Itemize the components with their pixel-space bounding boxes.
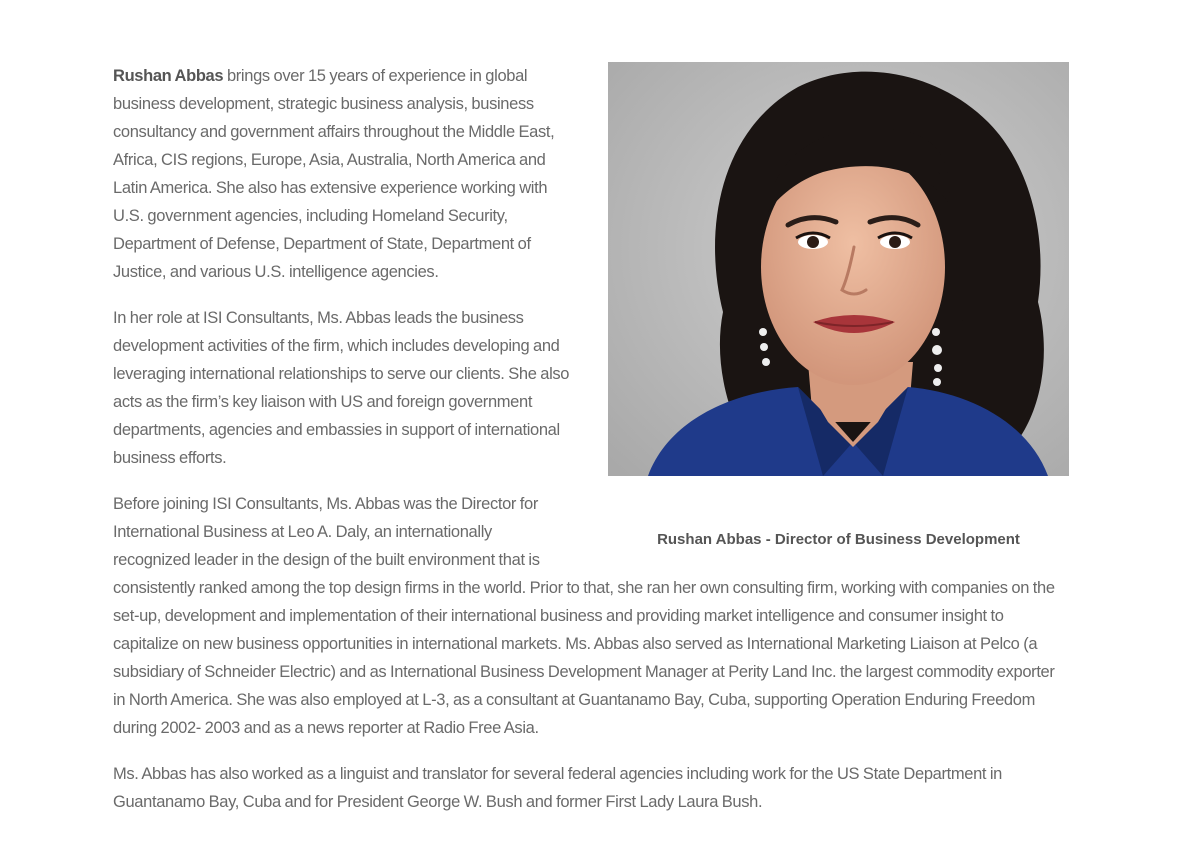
bio-paragraph-3: Before joining ISI Consultants, Ms. Abbas was the Director for International Business at Leo A. Daly, an internationally recognized leader in the design of the built environment that is consistently ranked among the top design firms in the world. Prior to that, she ran her own consulting firm, working with companies on the set-up, development and implementation of their international business and providing market intelligence and consumer insight to capitalize on new business opportunities in international markets. Ms. Abbas also served as International Marketing Liaison at Pelco (a subsidiary of Schneider Electric) and as International Business Development Manager at Perity Land Inc. the largest commodity exporter in North America. She was also employed at L-3, as a consultant at Guantanamo Bay, Cuba, supporting Operation Enduring Freedom during 2002- 2003 and as a news reporter at Radio Free Asia. bbox=[113, 495, 1055, 737]
portrait-caption: Rushan Abbas - Director of Business Development bbox=[657, 531, 1020, 548]
portrait-figure bbox=[608, 62, 1069, 548]
bio-paragraph-4: Ms. Abbas has also worked as a linguist and translator for several federal agencies including work for the US State Department in Guantanamo Bay, Cuba and for President George W. Bush and former First Lady Laura Bush. bbox=[113, 765, 1003, 811]
person-name: Rushan Abbas bbox=[113, 67, 224, 85]
portrait-photo bbox=[608, 62, 1069, 476]
bio-section bbox=[113, 62, 1069, 834]
bio-paragraph-1-text: brings over 15 years of experience in global business development, strategic business analysis, business consultancy and government affairs throughout the Middle East, Africa, CIS regions, Europe, Asia, Australia, North America and Latin America. She also has extensive experience working with U.S. government agencies, including Homeland Security, Department of Defense, Department of State, Department of Justice, and various U.S. intelligence agencies. bbox=[113, 67, 555, 281]
bio-paragraph-2: In her role at ISI Consultants, Ms. Abbas leads the business development activities of the firm, which includes developing and leveraging international relationships to serve our clients. She also acts as the firm’s key liaison with US and foreign government departments, agencies and embassies in support of international business efforts. bbox=[113, 309, 570, 467]
